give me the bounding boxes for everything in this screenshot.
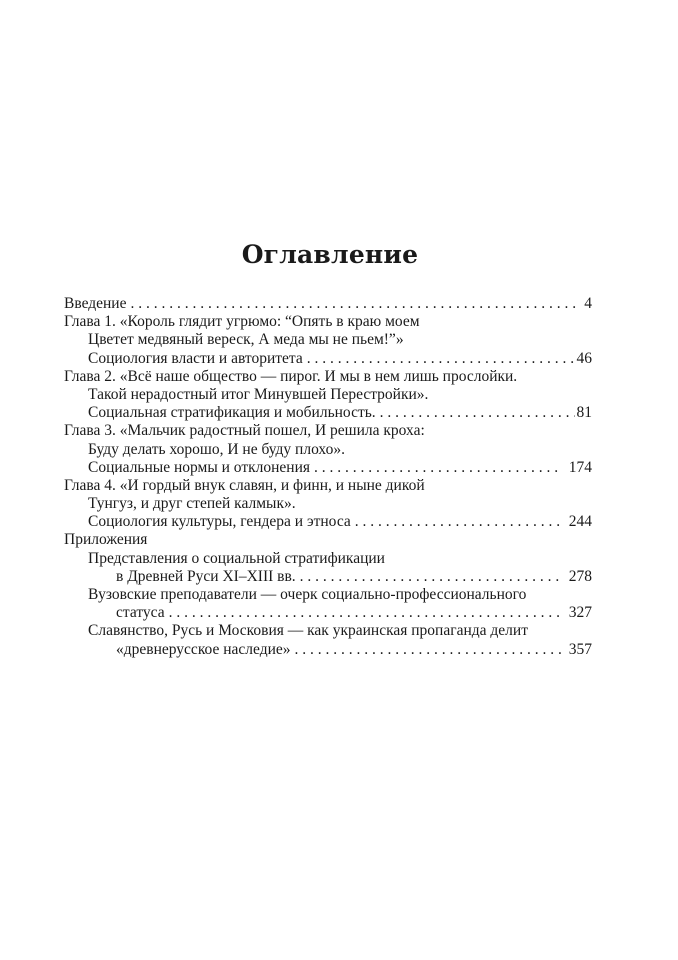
toc-chapter-title: Цветет медвяный вереск, А меда мы не пьем!”»: [88, 331, 404, 349]
toc-page-number: 357: [568, 640, 592, 658]
toc-appendix-1-line-2[interactable]: [64, 568, 592, 586]
toc-entry-label: Вузовские преподаватели — очерк социально-профессионального: [88, 586, 527, 603]
toc-chapter-2-subtitle[interactable]: [64, 404, 592, 422]
toc-entry-label: Представления о социальной стратификации: [88, 549, 385, 567]
page-title: Оглавление: [241, 240, 419, 269]
toc-entry-label: Славянство, Русь и Московия — как украинская пропаганда делит: [88, 622, 528, 640]
toc-chapter-title: Глава 1. «Король глядит угрюмо: “Опять в краю моем: [64, 313, 420, 331]
toc-page-number: 4: [584, 295, 592, 312]
toc-chapter-4-subtitle[interactable]: [64, 513, 592, 531]
toc-appendix-1-line-1[interactable]: [64, 550, 592, 568]
toc-page-number: 278: [568, 567, 592, 585]
toc-entry-label: Социология культуры, гендера и этноса: [88, 513, 351, 531]
toc-page-number: 174: [568, 458, 592, 476]
toc-leader-dots: [355, 513, 561, 531]
toc-leader-dots: [169, 604, 561, 622]
toc-chapter-3-line-2: [64, 441, 592, 459]
toc-appendix-2-line-1[interactable]: [64, 586, 592, 604]
toc-entry-label: в Древней Руси XI–XIII вв.: [116, 567, 296, 585]
toc-chapter-2-line-1[interactable]: [64, 368, 592, 386]
toc-chapter-title: Глава 3. «Мальчик радостный пошел, И решила кроха:: [64, 422, 425, 440]
toc-section-heading: Приложения: [64, 531, 148, 549]
toc-chapter-title: Глава 4. «И гордый внук славян, и финн, и ныне дикой: [64, 476, 425, 494]
toc-entry-label: Социальная стратификация и мобильность.: [88, 404, 376, 422]
toc-leader-dots: [295, 641, 561, 659]
toc-chapter-title: Буду делать хорошо, И не буду плохо».: [88, 440, 345, 458]
toc-chapter-title: Тунгуз, и друг степей калмык».: [88, 495, 296, 513]
toc-leader-dots: [300, 568, 561, 586]
toc-chapter-4-line-2: [64, 495, 592, 513]
toc-appendix-3-line-2[interactable]: [64, 641, 592, 659]
toc-leader-dots: [314, 459, 561, 477]
toc-appendix-3-line-1[interactable]: [64, 622, 592, 640]
toc-chapter-2-line-2: [64, 386, 592, 404]
toc-chapter-title: Глава 2. «Всё наше общество — пирог. И мы в нем лишь прослойки.: [64, 367, 518, 385]
toc-chapter-3-subtitle[interactable]: [64, 459, 592, 477]
toc-entry-label: Социальные нормы и отклонения: [88, 458, 311, 476]
toc-appendix-2-line-2[interactable]: [64, 604, 592, 622]
toc-entry-label: «древнерусское наследие»: [116, 640, 291, 658]
toc-chapter-1-line-1[interactable]: [64, 313, 592, 331]
toc-entry-label: Социология власти и авторитета: [88, 349, 303, 367]
toc-page-number: 327: [568, 604, 592, 622]
toc-leader-dots: [380, 404, 575, 422]
toc-entry-label: Введение: [64, 295, 127, 312]
toc-page-number: 46: [576, 349, 592, 367]
toc-entry-label: статуса: [116, 604, 165, 622]
toc-page-number: 244: [568, 513, 592, 531]
toc-appendix-heading[interactable]: [64, 531, 592, 549]
table-of-contents: [64, 295, 592, 659]
toc-chapter-3-line-1[interactable]: [64, 422, 592, 440]
toc-entry-intro[interactable]: [64, 295, 592, 313]
toc-chapter-1-subtitle[interactable]: [64, 350, 592, 368]
toc-chapter-4-line-1[interactable]: [64, 477, 592, 495]
toc-leader-dots: [130, 295, 580, 313]
toc-chapter-1-line-2: [64, 331, 592, 349]
toc-chapter-title: Такой нерадостный итог Минувшей Перестройки».: [88, 385, 429, 403]
toc-leader-dots: [307, 350, 575, 368]
toc-page-number: 81: [576, 404, 592, 422]
